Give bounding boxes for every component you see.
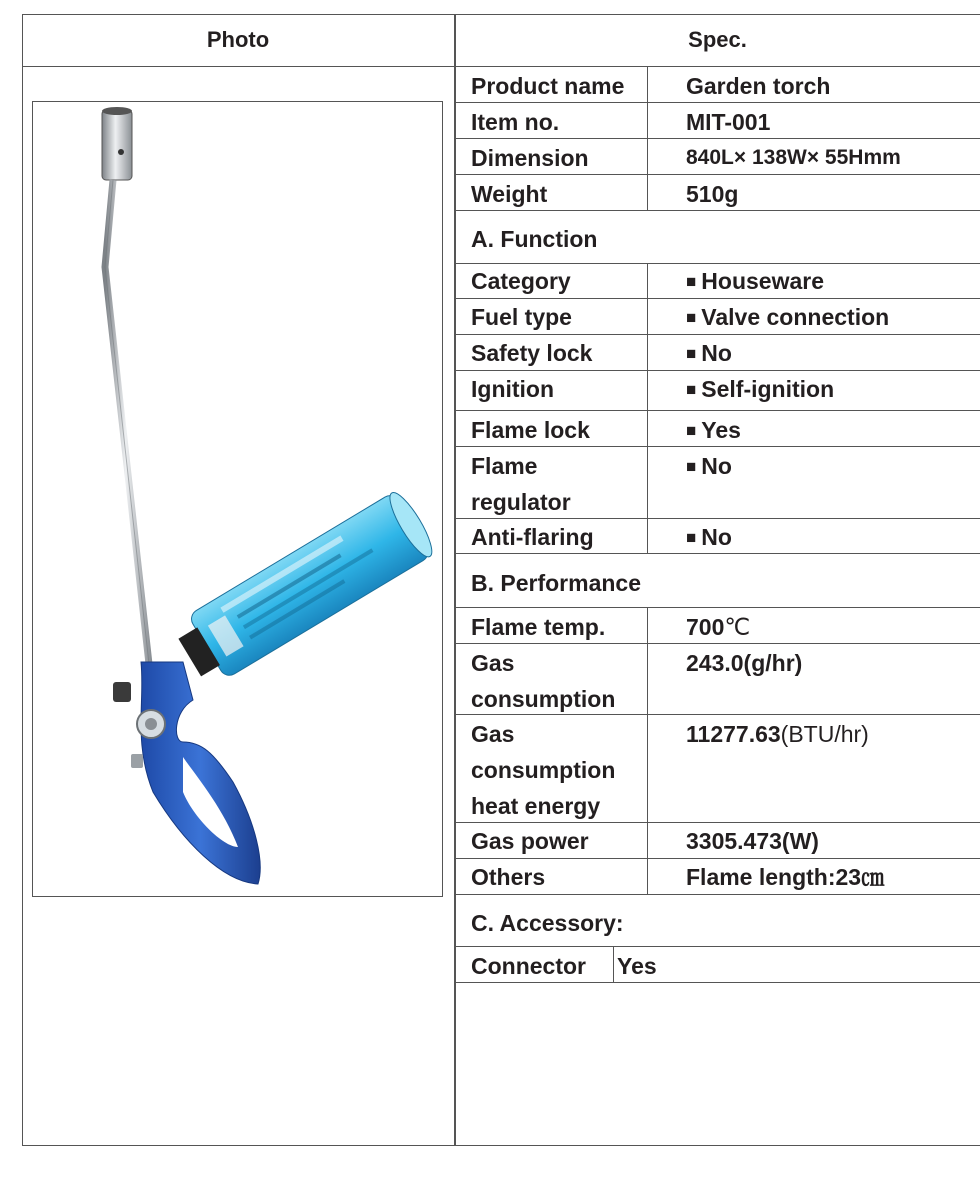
- row-divider: [455, 410, 980, 411]
- fuel-type-label: Fuel type: [471, 304, 572, 330]
- gas-cartridge: [171, 488, 439, 689]
- product-name-value: Garden torch: [686, 73, 831, 99]
- ignition-label: Ignition: [471, 376, 555, 402]
- row-divider: [455, 607, 980, 608]
- tube: [105, 180, 151, 682]
- handle: [141, 662, 260, 884]
- ignition-value: ■ Self-ignition: [686, 376, 835, 402]
- garden-torch-image: [33, 102, 442, 896]
- section-accessory: C. Accessory:: [471, 910, 624, 936]
- col-divider-accessory: [613, 946, 614, 982]
- gas-power-label: Gas power: [471, 828, 589, 854]
- column-divider: [454, 14, 456, 1146]
- spec-header: Spec.: [688, 27, 747, 52]
- flame-regulator-value: ■ No: [686, 453, 732, 479]
- item-no-value: MIT-001: [686, 109, 771, 135]
- heat-energy-value: 11277.63(BTU/hr): [686, 721, 869, 747]
- flame-lock-value: ■ Yes: [686, 417, 741, 443]
- product-photo: [32, 101, 443, 897]
- section-function: A. Function: [471, 226, 598, 252]
- others-label: Others: [471, 864, 546, 890]
- section-performance: B. Performance: [471, 570, 642, 596]
- others-value: Flame length:23㎝: [686, 864, 885, 890]
- gas-consumption-label: Gas consumption: [471, 650, 616, 712]
- product-name-label: Product name: [471, 73, 625, 99]
- header-divider: [22, 66, 980, 67]
- gas-power-value: 3305.473(W): [686, 828, 819, 854]
- fuel-type-value: ■ Valve connection: [686, 304, 890, 330]
- dimension-value: 840L× 138W× 55Hmm: [686, 146, 901, 169]
- connector-value: Yes: [617, 953, 657, 979]
- burner-head: [102, 110, 132, 180]
- dimension-label: Dimension: [471, 145, 589, 171]
- connector-label: Connector: [471, 953, 586, 979]
- anti-flaring-value: ■ No: [686, 524, 732, 550]
- item-no-label: Item no.: [471, 109, 560, 135]
- weight-label: Weight: [471, 181, 548, 207]
- flame-temp-label: Flame temp.: [471, 614, 606, 640]
- adjust-knob: [113, 682, 131, 702]
- col-divider-performance: [647, 607, 648, 894]
- safety-lock-value: ■ No: [686, 340, 732, 366]
- flame-regulator-label: Flame regulator: [471, 453, 571, 515]
- row-divider: [455, 946, 980, 947]
- anti-flaring-label: Anti-flaring: [471, 524, 594, 550]
- category-label: Category: [471, 268, 571, 294]
- safety-lock-label: Safety lock: [471, 340, 593, 366]
- weight-value: 510g: [686, 181, 739, 207]
- heat-energy-label: Gas consumption heat energy: [471, 721, 616, 819]
- photo-header: Photo: [206, 27, 270, 52]
- flame-lock-label: Flame lock: [471, 417, 590, 443]
- col-divider-function: [647, 263, 648, 553]
- category-value: ■ Houseware: [686, 268, 824, 294]
- gas-consumption-value: 243.0(g/hr): [686, 650, 803, 676]
- flame-temp-value: 700℃: [686, 614, 751, 640]
